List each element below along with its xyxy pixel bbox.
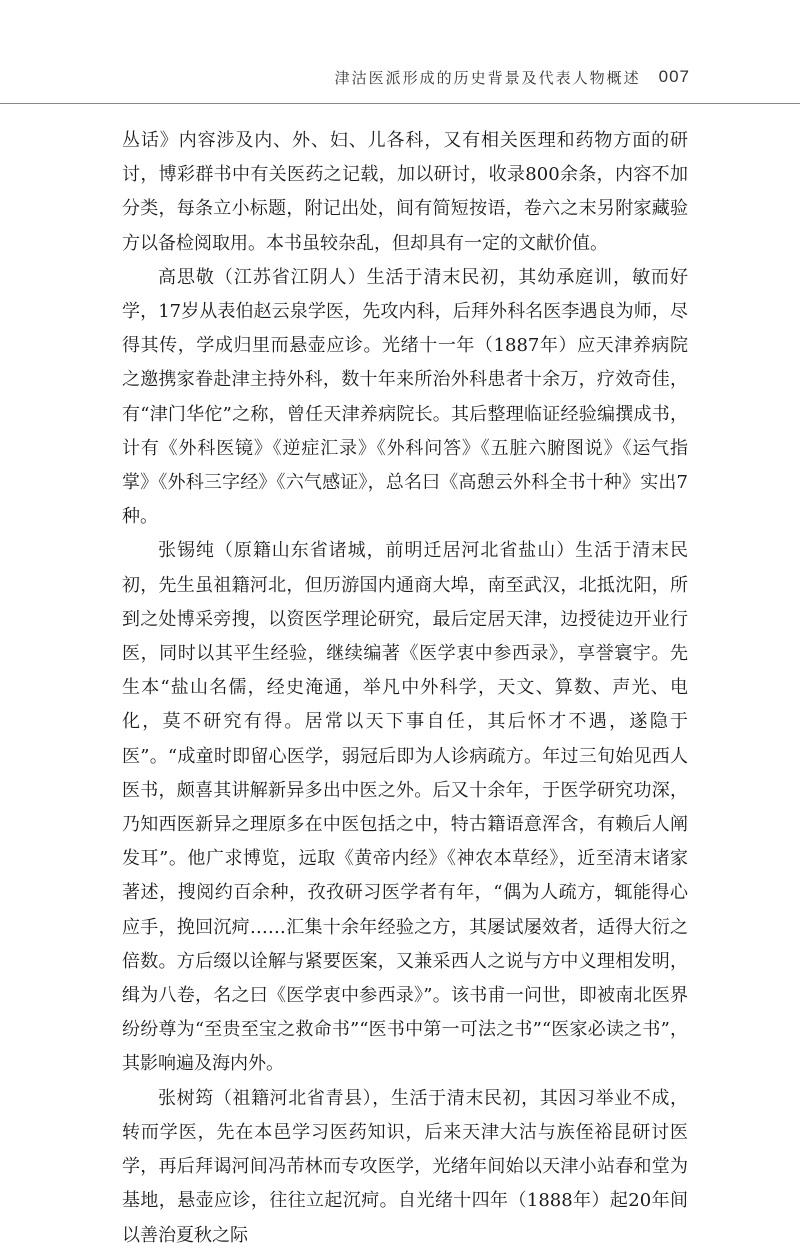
- page-number: 007: [658, 67, 690, 86]
- header-rule: [0, 103, 800, 104]
- paragraph-zhang-xichun: 张锡纯（原籍山东省诸城，前明迁居河北省盐山）生活于清末民初，先生虽祖籍河北，但历游国内通商大埠，南至武汉，北抵沈阳，所到之处博采旁搜，以资医学理论研究，最后定居天津，边授徒边开业行医，同时以其平生经验，继续编著《医学衷中参西录》，享誉寰宇。先生本“盐山名儒，经史淹通，举凡中外科学，天文、算数、声光、电化，莫不研究有得。居常以天下事自任，其后怀才不遇，遂隐于医”。“成童时即留心医学，弱冠后即为人诊病疏方。年过三旬始见西人医书，颇喜其讲解新异多出中医之外。后又十余年，于医学研究功深，乃知西医新异之理原多在中医包括之中，特古籍语意浑含，有赖后人阐发耳”。他广求博览，远取《黄帝内经》《神农本草经》，近至清末诸家著述，搜阅约百余种，孜孜研习医学者有年，“偶为人疏方，辄能得心应手，挽回沉疴……汇集十余年经验之方，其屡试屡效者，适得大衍之倍数。方后缀以诠解与紧要医案，又兼采西人之说与方中义理相发明，缉为八卷，名之曰《医学衷中参西录》”。该书甫一问世，即被南北医界纷纷尊为“至贵至宝之救命书”“医书中第一可法之书”“医家必读之书”，其影响遍及海内外。: [122, 540, 688, 1075]
- paragraph-continued: 丛话》内容涉及内、外、妇、儿各科，又有相关医理和药物方面的研讨，博彩群书中有关医药之记载，加以研讨，收录800余条，内容不加分类，每条立小标题，附记出处，间有简短按语，卷六之末另附家藏验方以备检阅取用。本书虽较杂乱，但却具有一定的文献价值。: [122, 130, 688, 254]
- running-title: 津沽医派形成的历史背景及代表人物概述: [334, 68, 641, 87]
- paragraph-gao-sijing: 高思敬（江苏省江阴人）生活于清末民初，其幼承庭训，敏而好学，17岁从表伯赵云泉学医，先攻内科，后拜外科名医李遇良为师，尽得其传，学成归里而悬壶应诊。光绪十一年（1887年）应天津养病院之邀携家眷赴津主持外科，数十年来所治外科患者十余万，疗效奇佳，有“津门华佗”之称，曾任天津养病院长。其后整理临证经验编撰成书，计有《外科医镜》《逆症汇录》《外科问答》《五脏六腑图说》《运气指掌》《外科三字经》《六气感证》，总名曰《高憩云外科全书十种》实出7种。: [122, 266, 688, 528]
- paragraph-zhang-shuyun: 张树筠（祖籍河北省青县），生活于清末民初，其因习举业不成，转而学医，先在本邑学习医药知识，后来天津大沽与族侄裕昆研讨医学，再后拜谒河间冯芾林而专攻医学，光绪年间始以天津小站春和堂为基地，悬壶应诊，往往立起沉疴。自光绪十四年（1888年）起20年间以善治夏秋之际: [122, 1087, 688, 1246]
- body-text: [122, 124, 688, 1253]
- page-header: [120, 62, 690, 92]
